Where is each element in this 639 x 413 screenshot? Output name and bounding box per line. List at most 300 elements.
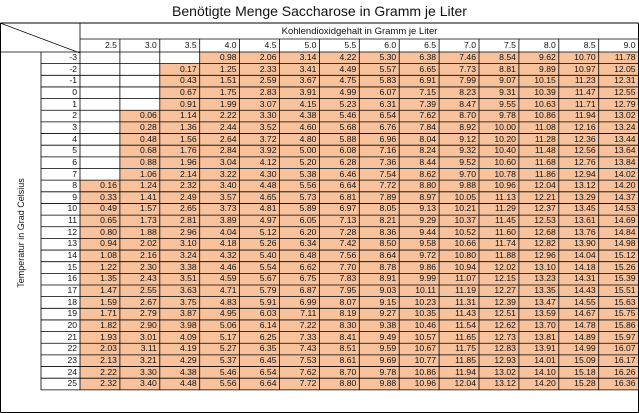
value-cell: 14.01	[519, 355, 559, 367]
value-cell: 8.70	[439, 110, 479, 122]
value-cell: 2.81	[160, 215, 200, 227]
row-header: 25	[67, 378, 77, 389]
value-cell: 0.68	[120, 145, 160, 157]
value-cell: 13.45	[559, 203, 599, 215]
value-cell: 4.46	[200, 262, 240, 274]
value-cell: 1.57	[120, 203, 160, 215]
value-cell: 4.99	[319, 87, 359, 99]
value-cell: 7.15	[399, 87, 439, 99]
value-cell: 4.65	[240, 192, 280, 204]
value-cell: 9.78	[479, 110, 519, 122]
value-cell: 11.07	[439, 273, 479, 285]
value-cell: 14.43	[559, 285, 599, 297]
value-cell: 3.51	[160, 273, 200, 285]
column-header: 3.5	[184, 40, 197, 50]
value-cell: 13.90	[559, 238, 599, 250]
value-cell: 9.70	[439, 169, 479, 181]
value-cell: 2.32	[80, 378, 120, 390]
value-cell: 5.54	[240, 262, 280, 274]
value-cell: 15.86	[599, 320, 639, 332]
value-cell: 7.33	[280, 332, 320, 344]
value-cell: 1.06	[120, 169, 160, 181]
column-group-header: Kohlendioxidgehalt in Gramm je Liter	[281, 26, 438, 37]
value-cell: 6.03	[240, 308, 280, 320]
value-cell: 11.94	[559, 110, 599, 122]
row-header: 21	[67, 331, 77, 342]
value-cell: 6.76	[359, 122, 399, 134]
value-cell: 7.39	[399, 99, 439, 111]
value-cell: 13.02	[479, 367, 519, 379]
value-cell: 12.31	[599, 75, 639, 87]
value-cell: 0.80	[80, 227, 120, 239]
value-cell: 5.57	[359, 64, 399, 76]
value-cell: 10.46	[399, 320, 439, 332]
value-cell: 3.10	[160, 238, 200, 250]
value-cell: 4.09	[160, 332, 200, 344]
value-cell: 7.72	[359, 180, 399, 192]
value-cell: 6.35	[240, 343, 280, 355]
value-cell: 4.38	[160, 367, 200, 379]
value-cell: 11.94	[439, 367, 479, 379]
value-cell: 15.63	[599, 297, 639, 309]
value-cell: 2.33	[240, 64, 280, 76]
value-cell: 5.26	[240, 238, 280, 250]
value-cell: 3.72	[240, 134, 280, 146]
value-cell: 4.04	[200, 227, 240, 239]
value-cell: 7.36	[359, 157, 399, 169]
value-cell: 4.59	[200, 273, 240, 285]
value-cell: 6.65	[399, 64, 439, 76]
value-cell: 8.62	[399, 169, 439, 181]
value-cell: 8.81	[479, 64, 519, 76]
value-cell: 13.24	[599, 122, 639, 134]
value-cell: 12.53	[519, 215, 559, 227]
value-cell: 1.47	[80, 285, 120, 297]
value-cell: 14.67	[559, 308, 599, 320]
value-cell: 0.67	[160, 87, 200, 99]
value-cell: 10.15	[519, 75, 559, 87]
value-cell: 12.76	[559, 157, 599, 169]
value-cell: 2.02	[120, 238, 160, 250]
value-cell: 10.97	[559, 64, 599, 76]
column-header: 6.5	[424, 40, 437, 50]
value-cell: 14.20	[599, 180, 639, 192]
value-cell: 8.23	[439, 87, 479, 99]
value-cell: 8.36	[359, 227, 399, 239]
value-cell: 10.78	[479, 169, 519, 181]
value-cell: 6.87	[280, 285, 320, 297]
value-cell: 14.84	[599, 227, 639, 239]
value-cell: 6.14	[240, 320, 280, 332]
value-cell: 8.30	[319, 320, 359, 332]
value-cell: 1.22	[80, 262, 120, 274]
value-cell: 12.36	[559, 134, 599, 146]
value-cell: 5.40	[240, 250, 280, 262]
value-cell: 12.96	[519, 250, 559, 262]
value-cell: 7.95	[319, 285, 359, 297]
value-cell: 4.12	[240, 157, 280, 169]
value-cell: 2.96	[160, 227, 200, 239]
value-cell: 2.59	[240, 75, 280, 87]
value-cell: 11.88	[479, 250, 519, 262]
value-cell: 15.18	[559, 367, 599, 379]
value-cell: 3.30	[120, 367, 160, 379]
value-cell: 5.68	[319, 122, 359, 134]
value-cell: 5.06	[200, 320, 240, 332]
value-cell: 12.62	[479, 320, 519, 332]
value-cell: 12.16	[559, 122, 599, 134]
value-cell: 1.08	[80, 250, 120, 262]
value-cell: 12.93	[479, 355, 519, 367]
value-cell: 6.38	[399, 52, 439, 64]
value-cell: 5.23	[319, 99, 359, 111]
value-cell: 10.94	[439, 262, 479, 274]
value-cell: 15.39	[599, 273, 639, 285]
value-cell: 8.44	[399, 157, 439, 169]
value-cell: 9.32	[439, 145, 479, 157]
value-cell: 4.49	[319, 64, 359, 76]
value-cell: 13.35	[519, 285, 559, 297]
value-cell: 0.48	[120, 134, 160, 146]
value-cell: 11.65	[439, 332, 479, 344]
value-cell: 12.02	[479, 262, 519, 274]
column-header: 8.0	[543, 40, 556, 50]
value-cell: 10.05	[439, 192, 479, 204]
value-cell: 3.52	[240, 122, 280, 134]
value-cell: 5.89	[280, 203, 320, 215]
value-cell: 6.97	[319, 203, 359, 215]
value-cell: 8.47	[439, 99, 479, 111]
value-cell: 7.46	[439, 52, 479, 64]
row-header: 7	[72, 168, 77, 179]
value-cell: 10.20	[479, 134, 519, 146]
value-cell: 4.32	[200, 250, 240, 262]
value-cell: 8.07	[319, 297, 359, 309]
row-header: 15	[67, 261, 77, 272]
value-cell: 14.31	[559, 273, 599, 285]
value-cell: 2.83	[240, 87, 280, 99]
value-cell: 3.14	[280, 52, 320, 64]
value-cell: 4.18	[200, 238, 240, 250]
value-cell: 12.79	[599, 99, 639, 111]
value-cell: 6.64	[319, 180, 359, 192]
value-cell: 12.51	[479, 308, 519, 320]
value-cell: 11.13	[479, 192, 519, 204]
value-cell: 5.46	[319, 110, 359, 122]
value-cell: 3.11	[120, 343, 160, 355]
value-cell: 5.88	[319, 134, 359, 146]
value-cell: 5.30	[359, 52, 399, 64]
value-cell: 14.02	[599, 169, 639, 181]
value-cell: 0.28	[120, 122, 160, 134]
value-cell: 14.55	[559, 297, 599, 309]
value-cell: 5.37	[200, 355, 240, 367]
row-header: 8	[72, 180, 77, 191]
value-cell: 10.52	[439, 227, 479, 239]
value-cell: 6.46	[319, 169, 359, 181]
value-cell: 6.08	[319, 145, 359, 157]
value-cell: 4.60	[280, 122, 320, 134]
value-cell: 3.30	[240, 110, 280, 122]
value-cell: 12.83	[479, 343, 519, 355]
value-cell: 11.28	[519, 134, 559, 146]
value-cell: 8.97	[399, 192, 439, 204]
value-cell: 0.49	[80, 203, 120, 215]
value-cell: 3.04	[200, 157, 240, 169]
value-cell: 7.89	[359, 192, 399, 204]
value-cell: 10.67	[399, 343, 439, 355]
value-cell: 7.84	[399, 122, 439, 134]
value-cell: 3.87	[160, 308, 200, 320]
value-cell: 10.40	[479, 145, 519, 157]
value-cell: 9.38	[359, 320, 399, 332]
value-cell: 6.05	[280, 215, 320, 227]
value-cell: 7.62	[280, 367, 320, 379]
value-cell: 12.15	[479, 273, 519, 285]
value-cell: 7.53	[280, 355, 320, 367]
value-cell: 12.27	[479, 285, 519, 297]
value-cell: 2.03	[80, 343, 120, 355]
value-cell: 3.40	[200, 180, 240, 192]
value-cell: 0.33	[80, 192, 120, 204]
value-cell: 11.08	[519, 122, 559, 134]
value-cell: 8.80	[319, 378, 359, 390]
value-cell: 5.67	[240, 273, 280, 285]
value-cell: 11.60	[479, 227, 519, 239]
value-cell: 7.99	[439, 75, 479, 87]
value-cell: 7.13	[319, 215, 359, 227]
value-cell: 4.97	[240, 215, 280, 227]
value-cell: 14.04	[559, 250, 599, 262]
value-cell: 2.67	[120, 297, 160, 309]
value-cell: 15.28	[559, 378, 599, 390]
value-cell: 3.98	[160, 320, 200, 332]
value-cell: 9.12	[439, 134, 479, 146]
row-header: 22	[67, 343, 77, 354]
value-cell: 0.06	[120, 110, 160, 122]
value-cell: 4.48	[160, 378, 200, 390]
value-cell: 9.58	[399, 238, 439, 250]
column-header: 2.5	[104, 40, 117, 50]
value-cell: 9.44	[399, 227, 439, 239]
value-cell: 9.13	[399, 203, 439, 215]
value-cell: 4.83	[200, 297, 240, 309]
value-cell: 2.90	[120, 320, 160, 332]
value-cell: 4.81	[240, 203, 280, 215]
value-cell: 7.70	[319, 262, 359, 274]
value-cell: 13.47	[519, 297, 559, 309]
row-header: 10	[67, 203, 77, 214]
row-header: 16	[67, 273, 77, 284]
value-cell: 7.11	[280, 308, 320, 320]
value-cell: 1.25	[200, 64, 240, 76]
value-cell: 6.75	[280, 273, 320, 285]
value-cell: 1.76	[160, 145, 200, 157]
value-cell: 13.10	[519, 262, 559, 274]
value-cell: 7.73	[439, 64, 479, 76]
value-cell: 1.82	[80, 320, 120, 332]
value-cell: 1.41	[120, 192, 160, 204]
value-cell: 15.09	[559, 355, 599, 367]
value-cell: 3.73	[200, 203, 240, 215]
value-cell: 7.54	[359, 169, 399, 181]
value-cell: 14.18	[559, 262, 599, 274]
value-cell: 8.19	[319, 308, 359, 320]
value-cell: 8.80	[399, 180, 439, 192]
value-cell: 7.16	[359, 145, 399, 157]
value-cell: 3.01	[120, 332, 160, 344]
value-cell: 13.59	[519, 308, 559, 320]
value-cell: 11.45	[479, 215, 519, 227]
value-cell: 9.86	[399, 262, 439, 274]
value-cell: 11.71	[559, 99, 599, 111]
value-cell: 9.89	[519, 64, 559, 76]
value-cell: 0.91	[160, 99, 200, 111]
value-cell: 9.62	[519, 52, 559, 64]
value-cell: 2.30	[120, 262, 160, 274]
value-cell: 16.17	[599, 355, 639, 367]
value-cell: 2.32	[160, 180, 200, 192]
value-cell: 7.56	[319, 250, 359, 262]
value-cell: 4.75	[319, 75, 359, 87]
value-cell: 10.39	[519, 87, 559, 99]
value-cell: 13.61	[559, 215, 599, 227]
value-cell: 3.57	[200, 192, 240, 204]
value-cell: 10.70	[559, 52, 599, 64]
value-cell: 16.36	[599, 378, 639, 390]
row-header: 11	[68, 215, 77, 226]
value-cell: 0.88	[120, 157, 160, 169]
value-cell: 5.12	[240, 227, 280, 239]
value-cell: 10.37	[439, 215, 479, 227]
value-cell: 16.07	[599, 343, 639, 355]
value-cell: 4.15	[280, 99, 320, 111]
value-cell: 2.16	[120, 250, 160, 262]
value-cell: 9.99	[399, 273, 439, 285]
value-cell: 11.31	[439, 297, 479, 309]
column-header: 5.0	[304, 40, 317, 50]
value-cell: 6.20	[280, 227, 320, 239]
value-cell: 11.75	[439, 343, 479, 355]
column-header: 4.0	[224, 40, 237, 50]
value-cell: 10.86	[399, 367, 439, 379]
value-cell: 12.94	[559, 169, 599, 181]
value-cell: 11.47	[559, 87, 599, 99]
value-cell: 4.29	[160, 355, 200, 367]
value-cell: 10.96	[479, 180, 519, 192]
value-cell: 12.82	[519, 238, 559, 250]
value-cell: 4.19	[160, 343, 200, 355]
value-cell: 6.31	[359, 99, 399, 111]
value-cell: 13.64	[599, 145, 639, 157]
value-cell: 11.86	[519, 169, 559, 181]
value-cell: 8.70	[319, 367, 359, 379]
column-header: 4.5	[264, 40, 277, 50]
column-header: 7.0	[464, 40, 476, 50]
value-cell: 11.29	[479, 203, 519, 215]
value-cell: 14.10	[519, 367, 559, 379]
row-header: 4	[72, 133, 77, 144]
value-cell: 2.44	[200, 122, 240, 134]
column-header: 3.0	[144, 40, 157, 50]
value-cell: 5.17	[200, 332, 240, 344]
value-cell: 3.07	[240, 99, 280, 111]
value-cell: 14.99	[559, 343, 599, 355]
value-cell: 13.70	[519, 320, 559, 332]
value-cell: 8.64	[359, 250, 399, 262]
column-header: 6.0	[384, 40, 397, 50]
value-cell: 3.89	[200, 215, 240, 227]
value-cell: 0.65	[80, 215, 120, 227]
value-cell: 6.48	[280, 250, 320, 262]
value-cell: 9.88	[359, 378, 399, 390]
value-cell: 10.77	[399, 355, 439, 367]
row-header: 6	[72, 156, 77, 167]
value-cell: 5.38	[280, 169, 320, 181]
value-cell: 8.91	[359, 273, 399, 285]
value-cell: 11.19	[439, 285, 479, 297]
value-cell: 8.61	[319, 355, 359, 367]
value-cell: 10.21	[439, 203, 479, 215]
value-cell: 3.67	[280, 75, 320, 87]
value-cell: 8.21	[359, 215, 399, 227]
value-cell: 6.99	[280, 297, 320, 309]
value-cell: 7.28	[319, 227, 359, 239]
value-cell: 9.15	[359, 297, 399, 309]
value-cell: 1.14	[160, 110, 200, 122]
value-cell: 0.43	[160, 75, 200, 87]
value-cell: 1.24	[120, 180, 160, 192]
value-cell: 12.05	[599, 64, 639, 76]
value-cell: 6.62	[280, 262, 320, 274]
value-cell: 4.80	[280, 134, 320, 146]
value-cell: 8.05	[359, 203, 399, 215]
value-cell: 14.78	[559, 320, 599, 332]
value-cell: 4.38	[280, 110, 320, 122]
value-cell: 10.11	[399, 285, 439, 297]
value-cell: 6.25	[240, 332, 280, 344]
value-cell: 6.91	[399, 75, 439, 87]
value-cell: 6.81	[319, 192, 359, 204]
row-header: 17	[67, 285, 77, 295]
value-cell: 2.79	[120, 308, 160, 320]
value-cell: 4.22	[319, 52, 359, 64]
value-cell: 13.02	[599, 110, 639, 122]
value-cell: 16.26	[599, 367, 639, 379]
value-cell: 13.23	[519, 273, 559, 285]
value-cell: 13.12	[479, 378, 519, 390]
value-cell: 0.16	[80, 180, 120, 192]
value-cell: 8.04	[399, 134, 439, 146]
row-header: 14	[67, 250, 77, 261]
value-cell: 1.93	[80, 332, 120, 344]
value-cell: 8.78	[359, 262, 399, 274]
value-cell: 14.37	[599, 192, 639, 204]
value-cell: 13.44	[599, 134, 639, 146]
value-cell: 7.83	[319, 273, 359, 285]
value-cell: 5.83	[359, 75, 399, 87]
value-cell: 9.03	[359, 285, 399, 297]
value-cell: 7.72	[280, 378, 320, 390]
value-cell: 2.13	[80, 355, 120, 367]
value-cell: 0.17	[160, 64, 200, 76]
value-cell: 14.69	[599, 215, 639, 227]
value-cell: 5.20	[280, 157, 320, 169]
value-cell: 9.49	[359, 332, 399, 344]
value-cell: 10.66	[439, 238, 479, 250]
value-cell: 10.57	[399, 332, 439, 344]
value-cell: 12.73	[479, 332, 519, 344]
